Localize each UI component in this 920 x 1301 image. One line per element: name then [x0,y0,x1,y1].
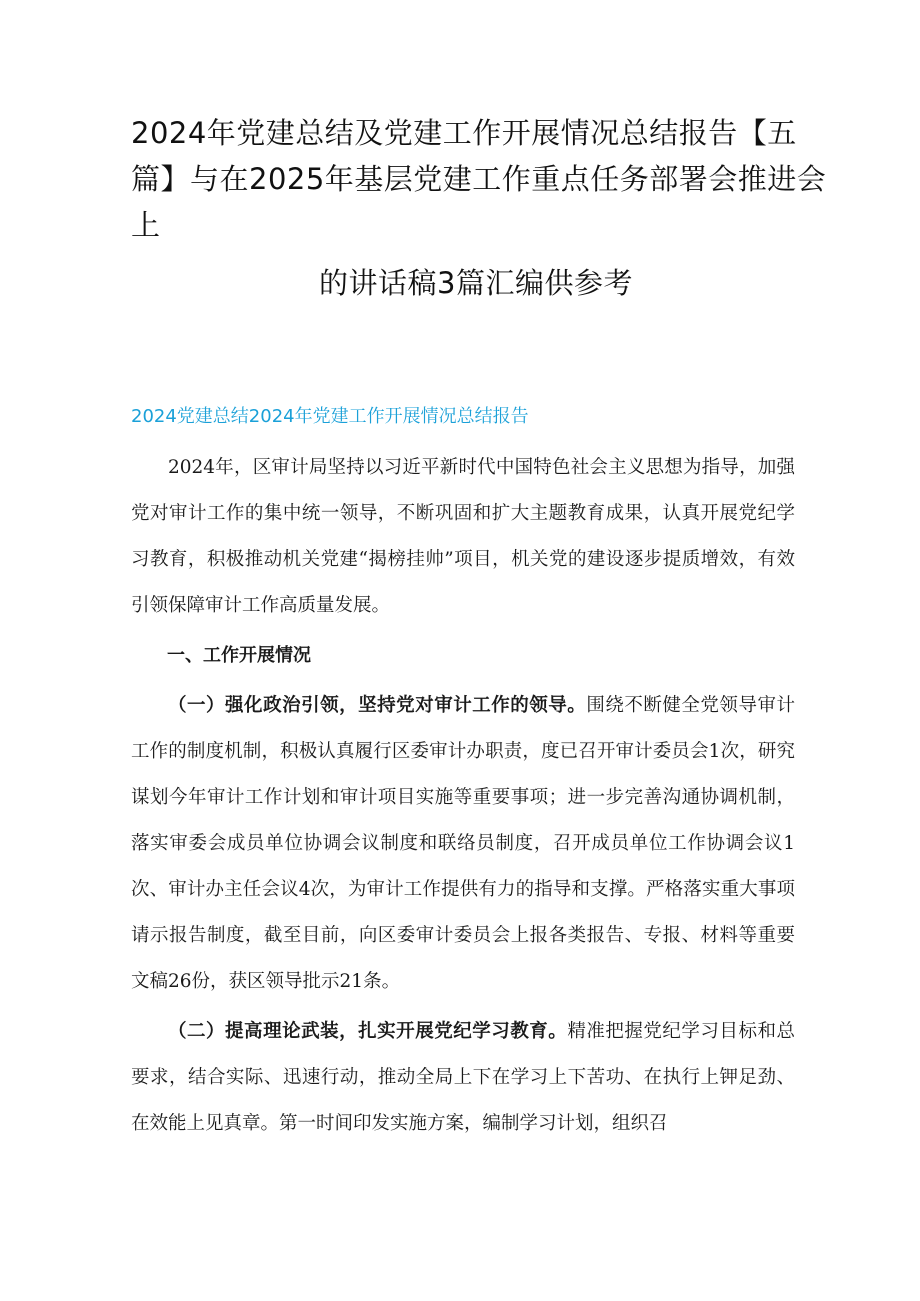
section-heading: 2024党建总结2024年党建工作开展情况总结报告 [131,406,529,427]
document-body [131,445,795,1151]
title-line-3: 上 [131,208,161,242]
item-2-paragraph [131,1009,795,1147]
item-1-text: 围绕不断健全党领导审计工作的制度机制，积极认真履行区委审计办职责，度已召开审计委员会1次，研究谋划今年审计工作计划和审计项目实施等重要事项；进一步完善沟通协调机制，落实审委会成员单位协调会议制度和联络员制度，召开成员单位工作协调会议1次、审计办主任会议4次，为审计工作提供有力的指导和支撑。严格落实重大事项请示报告制度，截至目前，向区委审计委员会上报各类报告、专报、材料等重要文稿26份，获区领导批示21条。 [131,695,795,992]
title-line-2: 篇】与在2025年基层党建工作重点任务部署会推进会 [131,162,827,196]
heading-work-status: 一、工作开展情况 [167,645,311,666]
item-2-heading: （二）提高理论武装，扎实开展党纪学习教育。 [168,1021,568,1042]
item-1-paragraph [131,683,795,1005]
title-line-4: 的讲话稿3篇汇编供参考 [319,266,633,300]
item-2-text: 精准把握党纪学习目标和总要求，结合实际、迅速行动，推动全局上下在学习上下苦功、在执行上钾足劲、在效能上见真章。第一时间印发实施方案，编制学习计划，组织召 [131,1021,795,1134]
item-1-heading: （一）强化政治引领，坚持党对审计工作的领导。 [168,695,587,716]
intro-paragraph: 2024年，区审计局坚持以习近平新时代中国特色社会主义思想为指导，加强党对审计工作的集中统一领导，不断巩固和扩大主题教育成果，认真开展党纪学习教育，积极推动机关党建“揭榜挂帅”项目，机关党的建设逐步提质增效，有效引领保障审计工作高质量发展。 [131,457,795,616]
document-title [131,110,827,306]
title-line-1: 2024年党建总结及党建工作开展情况总结报告【五 [131,116,797,150]
